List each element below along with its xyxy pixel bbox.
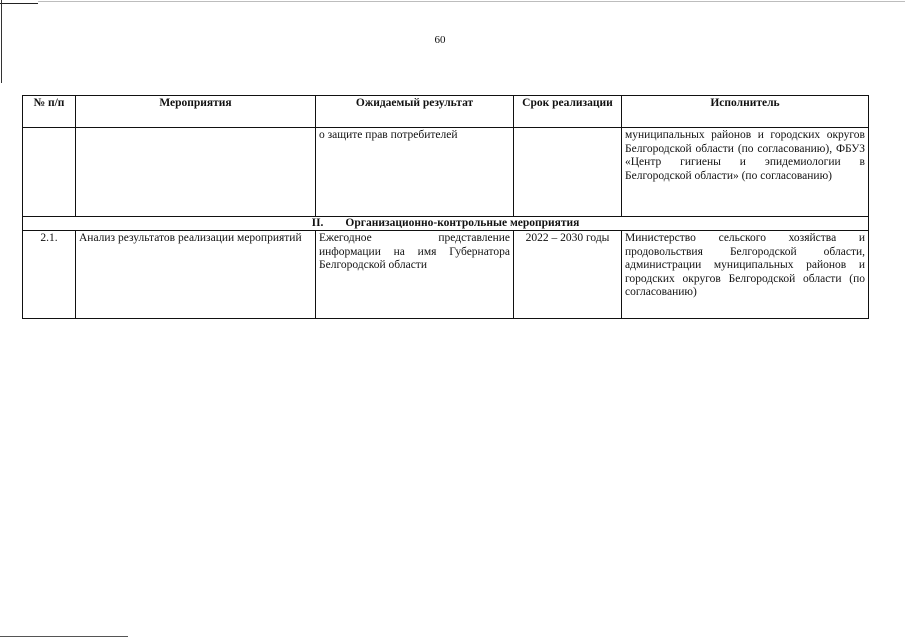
cell-result: о защите прав потребителей	[316, 128, 514, 217]
action-plan-table	[22, 95, 869, 319]
header-executor: Исполнитель	[622, 96, 869, 128]
table-row	[23, 128, 869, 217]
section-heading	[23, 217, 869, 231]
cell-executor: Министерство сельского хозяйства и продовольствия Белгородской области, администрации муниципальных районов и городских округов Белгородской области (по согласованию)	[622, 231, 869, 319]
header-term: Срок реализации	[514, 96, 622, 128]
table-header-row	[23, 96, 869, 128]
cell-executor: муниципальных районов и городских округов Белгородской области (по согласованию), ФБУЗ «Центр гигиены и эпидемиологии в Белгородской области» (по согласованию)	[622, 128, 869, 217]
scan-edge-line	[38, 1, 905, 2]
cell-result: Ежегодное представление информации на имя Губернатора Белгородской области	[316, 231, 514, 319]
page-number: 60	[434, 34, 446, 46]
cell-event	[76, 128, 316, 217]
section-number: II.	[311, 217, 324, 229]
cell-event: Анализ результатов реализации мероприятий	[76, 231, 316, 319]
cell-number	[23, 128, 76, 217]
header-result: Ожидаемый результат	[316, 96, 514, 128]
table-row	[23, 231, 869, 319]
header-number: № п/п	[23, 96, 76, 128]
header-event: Мероприятия	[76, 96, 316, 128]
scan-edge-line	[0, 3, 38, 4]
section-heading-row	[23, 217, 869, 231]
section-title: Организационно-контрольные мероприятия	[345, 217, 580, 229]
cell-term	[514, 128, 622, 217]
cell-term: 2022 – 2030 годы	[514, 231, 622, 319]
cell-number: 2.1.	[23, 231, 76, 319]
scan-edge-line	[0, 636, 128, 637]
